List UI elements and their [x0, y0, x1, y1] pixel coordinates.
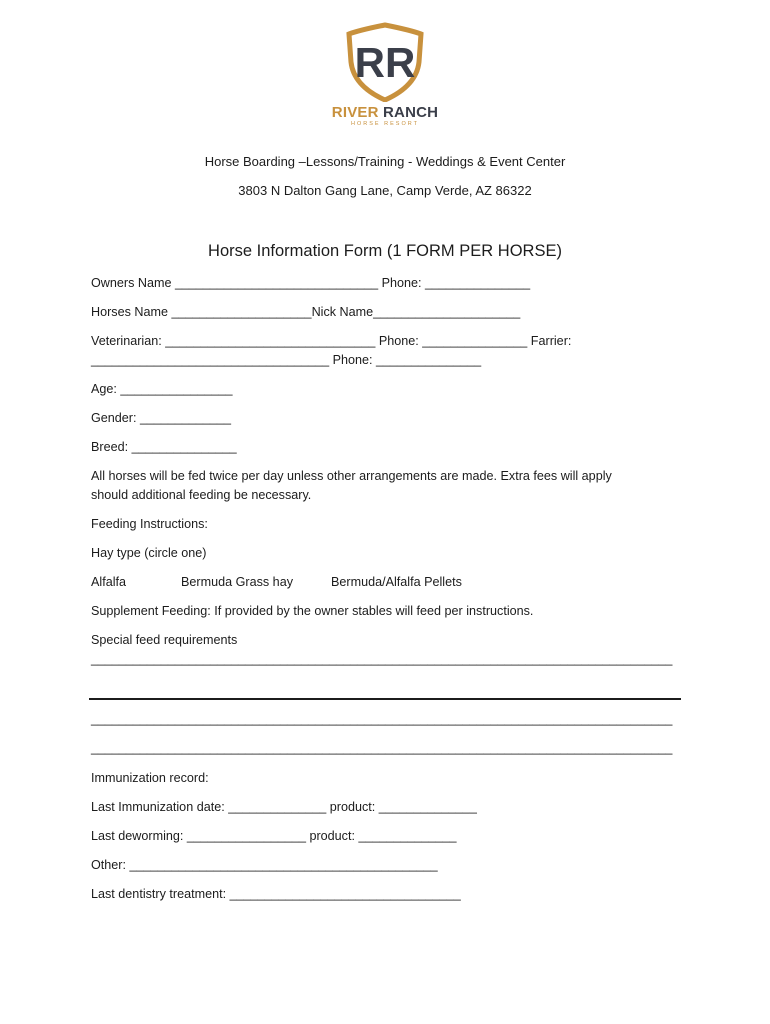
services-line: Horse Boarding –Lessons/Training - Weddings & Event Center: [204, 154, 566, 169]
gender-field[interactable]: Gender: _____________: [91, 411, 232, 425]
hay-option-bermuda[interactable]: Bermuda Grass hay: [181, 575, 293, 589]
special-feed-line-3[interactable]: ___________________________________________________________________________________: [91, 741, 673, 755]
hay-option-alfalfa[interactable]: Alfalfa: [91, 575, 127, 589]
special-feed-line-2[interactable]: ___________________________________________________________________________________: [91, 712, 673, 726]
other-field[interactable]: Other: ____________________________________________: [91, 858, 438, 872]
brand-name-part2: RANCH: [383, 104, 439, 121]
address-line: 3803 N Dalton Gang Lane, Camp Verde, AZ 86322: [238, 183, 532, 198]
hay-type-label: Hay type (circle one): [91, 546, 207, 560]
feeding-instructions-label: Feeding Instructions:: [91, 517, 208, 531]
shield-logo-icon: [345, 22, 425, 102]
horse-name-field[interactable]: Horses Name ____________________Nick Name_____________________: [91, 305, 521, 319]
owner-name-field[interactable]: Owners Name _____________________________ Phone: _______________: [91, 276, 531, 290]
breed-field[interactable]: Breed: _______________: [91, 440, 237, 454]
logo-monogram: RR: [354, 39, 416, 86]
last-immunization-field[interactable]: Last Immunization date: ______________ product: ______________: [91, 800, 477, 814]
brand-name: [305, 104, 465, 121]
age-field[interactable]: Age: ________________: [91, 382, 233, 396]
divider-line: [89, 698, 681, 700]
supplement-feeding-note: Supplement Feeding: If provided by the owner stables will feed per instructions.: [91, 604, 534, 618]
farrier-phone-field[interactable]: __________________________________ Phone: _______________: [91, 353, 482, 367]
special-feed-line-1[interactable]: ___________________________________________________________________________________: [91, 652, 673, 666]
veterinarian-field[interactable]: Veterinarian: ______________________________ Phone: _______________ Farrier:: [91, 334, 572, 348]
brand-tagline: HORSE RESORT: [351, 121, 419, 127]
feeding-note-line1: All horses will be fed twice per day unless other arrangements are made. Extra fees will apply: [91, 469, 612, 483]
special-feed-label: Special feed requirements: [91, 633, 238, 647]
feeding-note-line2: should additional feeding be necessary.: [91, 488, 312, 502]
immunization-record-label: Immunization record:: [91, 771, 209, 785]
hay-option-pellets[interactable]: Bermuda/Alfalfa Pellets: [331, 575, 462, 589]
last-dentistry-field[interactable]: Last dentistry treatment: _________________________________: [91, 887, 461, 901]
brand-name-part1: RIVER: [331, 104, 379, 121]
last-deworming-field[interactable]: Last deworming: _________________ product: ______________: [91, 829, 457, 843]
form-title: Horse Information Form (1 FORM PER HORSE): [208, 242, 562, 260]
